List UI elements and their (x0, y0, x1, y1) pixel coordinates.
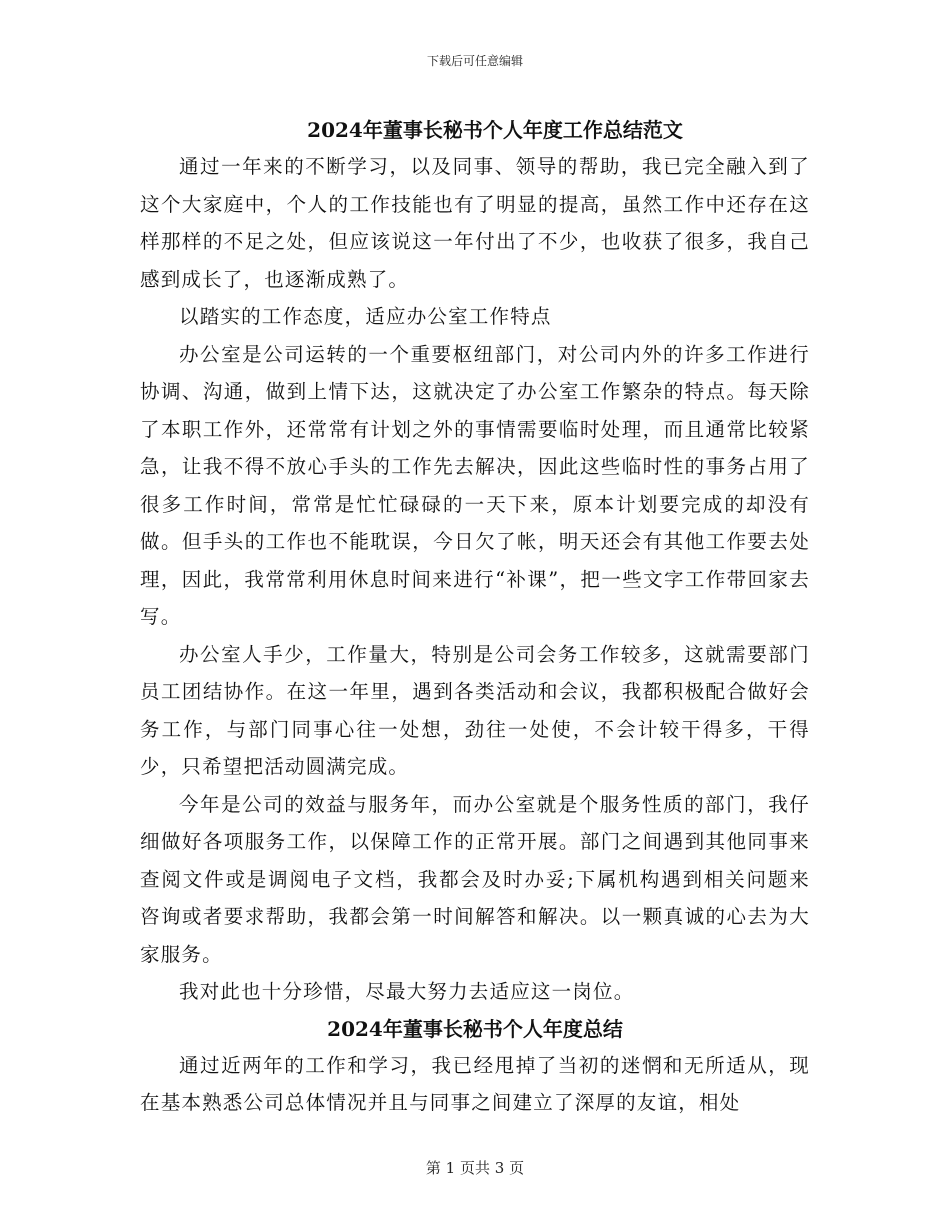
paragraph-service-year: 今年是公司的效益与服务年，而办公室就是个服务性质的部门，我仔细做好各项服务工作，以保障工作的正常开展。部门之间遇到其他同事来查阅文件或是调阅电子文档，我都会及时办妥;下属机构遇到相关问题来咨询或者要求帮助，我都会第一时间解答和解决。以一颗真诚的心去为大家服务。 (140, 792, 810, 966)
paragraph-heading-work-attitude: 以踏实的工作态度，适应办公室工作特点 (179, 305, 552, 328)
paragraph-office-hub: 办公室是公司运转的一个重要枢纽部门，对公司内外的许多工作进行协调、沟通，做到上情下达，这就决定了办公室工作繁杂的特点。每天除了本职工作外，还常常有计划之外的事情需要临时处理，而且通常比较紧急，让我不得不放心手头的工作先去解决，因此这些临时性的事务占用了很多工作时间，常常是忙忙碌碌的一天下来，原本计划要完成的却没有做。但手头的工作也不能耽误，今日欠了帐，明天还会有其他工作要去处理，因此，我常常利用休息时间来进行“补课”，把一些文字工作带回家去写。 (140, 342, 810, 628)
paragraph-intro: 通过一年来的不断学习，以及同事、领导的帮助，我已完全融入到了这个大家庭中，个人的工作技能也有了明显的提高，虽然工作中还存在这样那样的不足之处，但应该说这一年付出了不少，也收获了很多，我自己感到成长了，也逐渐成熟了。 (140, 155, 810, 291)
paragraph-cherish: 我对此也十分珍惜，尽最大努力去适应这一岗位。 (179, 980, 635, 1003)
document-body (140, 112, 810, 1122)
page-number: 第 1 页共 3 页 (425, 1159, 525, 1177)
page-header-note: 下载后可任意编辑 (426, 54, 523, 68)
section-title: 2024年董事长秘书个人年度总结 (327, 1016, 623, 1041)
paragraph-teamwork: 办公室人手少，工作量大，特别是公司会务工作较多，这就需要部门员工团结协作。在这一年里，遇到各类活动和会议，我都积极配合做好会务工作，与部门同事心往一处想，劲往一处使，不会计较干得多，干得少，只希望把活动圆满完成。 (140, 642, 810, 778)
paragraph-section2-intro: 通过近两年的工作和学习，我已经甩掉了当初的迷惘和无所适从，现在基本熟悉公司总体情况并且与同事之间建立了深厚的友谊，相处 (140, 1053, 810, 1114)
document-title: 2024年董事长秘书个人年度工作总结范文 (307, 118, 683, 142)
